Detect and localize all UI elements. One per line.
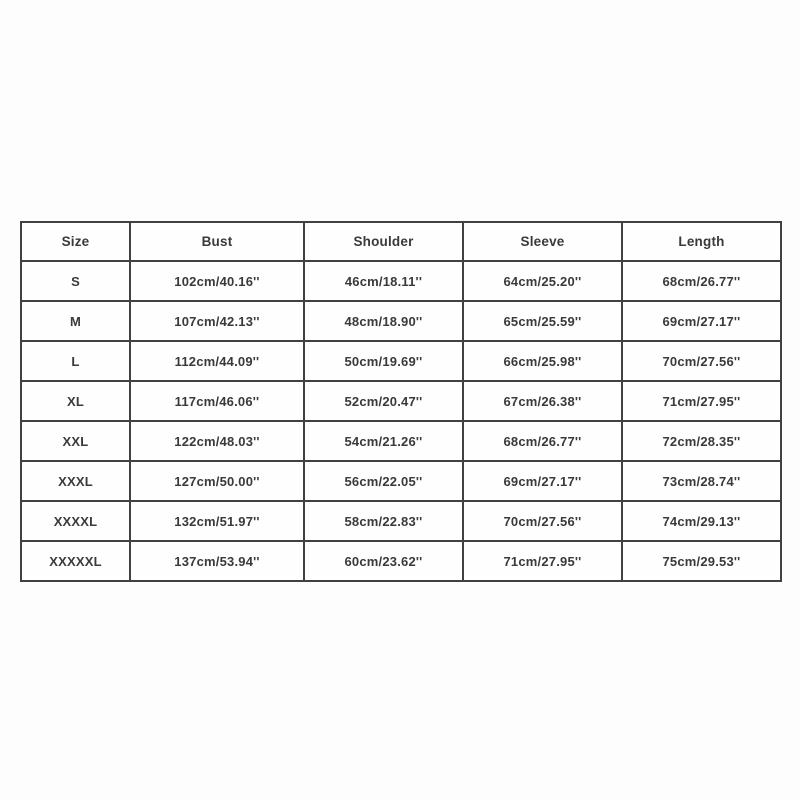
size-cell: XXXL bbox=[21, 461, 130, 501]
size-cell: XL bbox=[21, 381, 130, 421]
bust-cell: 107cm/42.13'' bbox=[130, 301, 304, 341]
shoulder-cell: 60cm/23.62'' bbox=[304, 541, 463, 581]
table-row bbox=[21, 421, 781, 461]
table-row bbox=[21, 461, 781, 501]
shoulder-cell: 48cm/18.90'' bbox=[304, 301, 463, 341]
length-cell: 71cm/27.95'' bbox=[622, 381, 781, 421]
sleeve-cell: 71cm/27.95'' bbox=[463, 541, 622, 581]
sleeve-cell: 67cm/26.38'' bbox=[463, 381, 622, 421]
bust-cell: 132cm/51.97'' bbox=[130, 501, 304, 541]
length-cell: 70cm/27.56'' bbox=[622, 341, 781, 381]
length-cell: 72cm/28.35'' bbox=[622, 421, 781, 461]
sleeve-cell: 68cm/26.77'' bbox=[463, 421, 622, 461]
bust-cell: 127cm/50.00'' bbox=[130, 461, 304, 501]
bust-cell: 102cm/40.16'' bbox=[130, 261, 304, 301]
sleeve-cell: 69cm/27.17'' bbox=[463, 461, 622, 501]
size-chart-table bbox=[20, 221, 782, 582]
size-cell: XXXXL bbox=[21, 501, 130, 541]
table-row bbox=[21, 301, 781, 341]
shoulder-cell: 46cm/18.11'' bbox=[304, 261, 463, 301]
shoulder-cell: 52cm/20.47'' bbox=[304, 381, 463, 421]
table-row bbox=[21, 381, 781, 421]
sleeve-cell: 65cm/25.59'' bbox=[463, 301, 622, 341]
column-header-sleeve: Sleeve bbox=[463, 222, 622, 261]
bust-cell: 117cm/46.06'' bbox=[130, 381, 304, 421]
column-header-length: Length bbox=[622, 222, 781, 261]
sleeve-cell: 64cm/25.20'' bbox=[463, 261, 622, 301]
size-cell: XXXXXL bbox=[21, 541, 130, 581]
size-cell: M bbox=[21, 301, 130, 341]
length-cell: 68cm/26.77'' bbox=[622, 261, 781, 301]
column-header-size: Size bbox=[21, 222, 130, 261]
size-cell: L bbox=[21, 341, 130, 381]
shoulder-cell: 50cm/19.69'' bbox=[304, 341, 463, 381]
bust-cell: 137cm/53.94'' bbox=[130, 541, 304, 581]
header-row bbox=[21, 222, 781, 261]
length-cell: 73cm/28.74'' bbox=[622, 461, 781, 501]
table-row bbox=[21, 261, 781, 301]
shoulder-cell: 56cm/22.05'' bbox=[304, 461, 463, 501]
table-row bbox=[21, 341, 781, 381]
size-cell: XXL bbox=[21, 421, 130, 461]
bust-cell: 112cm/44.09'' bbox=[130, 341, 304, 381]
length-cell: 69cm/27.17'' bbox=[622, 301, 781, 341]
shoulder-cell: 58cm/22.83'' bbox=[304, 501, 463, 541]
shoulder-cell: 54cm/21.26'' bbox=[304, 421, 463, 461]
column-header-shoulder: Shoulder bbox=[304, 222, 463, 261]
table-row bbox=[21, 541, 781, 581]
sleeve-cell: 66cm/25.98'' bbox=[463, 341, 622, 381]
sleeve-cell: 70cm/27.56'' bbox=[463, 501, 622, 541]
column-header-bust: Bust bbox=[130, 222, 304, 261]
bust-cell: 122cm/48.03'' bbox=[130, 421, 304, 461]
size-cell: S bbox=[21, 261, 130, 301]
length-cell: 75cm/29.53'' bbox=[622, 541, 781, 581]
length-cell: 74cm/29.13'' bbox=[622, 501, 781, 541]
table-row bbox=[21, 501, 781, 541]
